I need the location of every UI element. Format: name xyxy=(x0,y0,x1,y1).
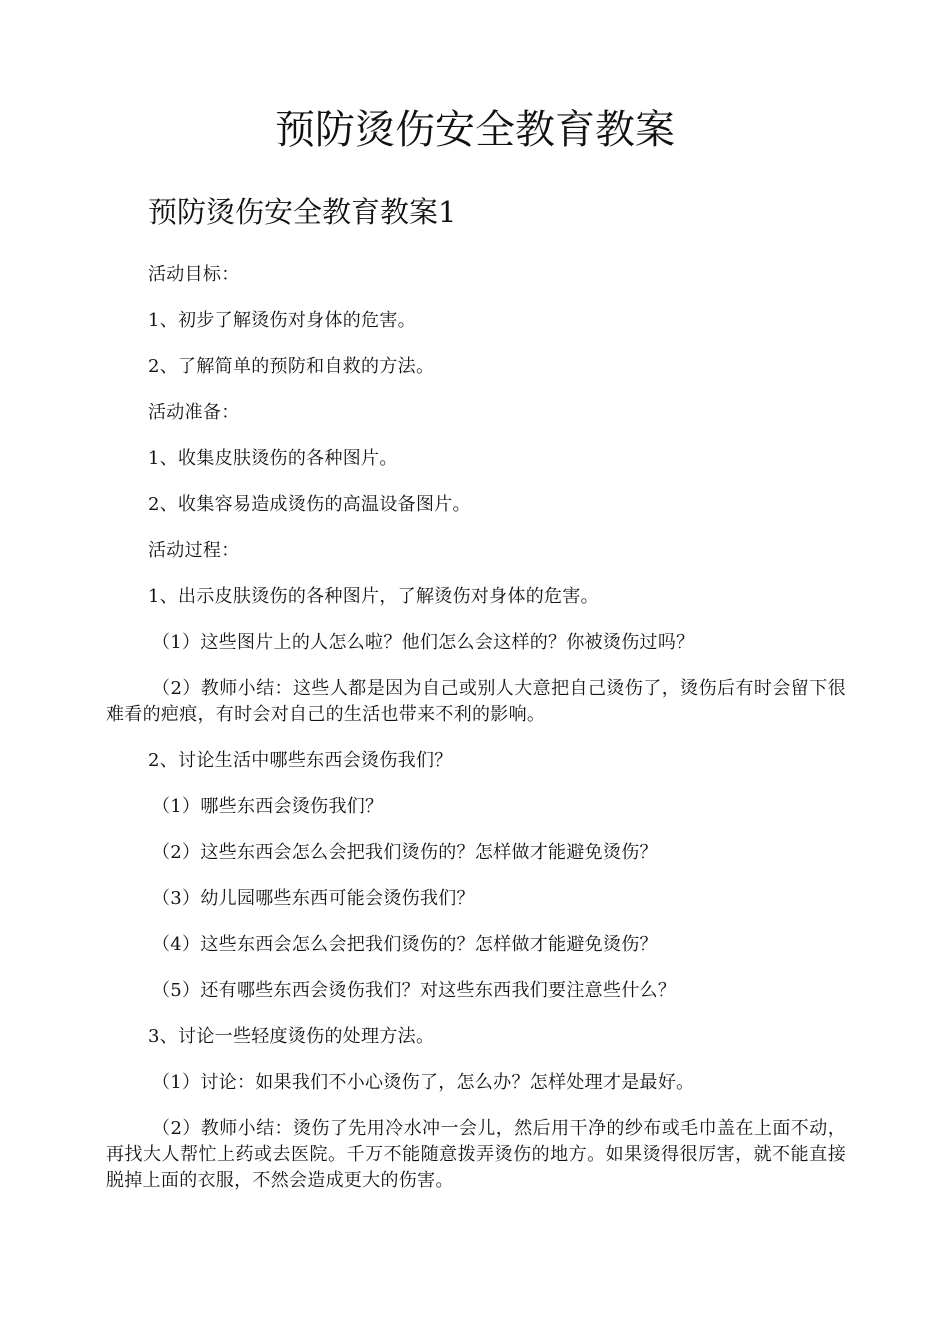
paragraph: 2、收集容易造成烫伤的高温设备图片。 xyxy=(148,494,471,515)
paragraph: 1、出示皮肤烫伤的各种图片，了解烫伤对身体的危害。 xyxy=(148,586,599,607)
paragraph: 2、了解简单的预防和自救的方法。 xyxy=(148,356,435,377)
paragraph: （4）这些东西会怎么会把我们烫伤的？怎样做才能避免烫伤？ xyxy=(152,934,658,955)
paragraph: 1、初步了解烫伤对身体的危害。 xyxy=(148,310,416,331)
paragraph: （2）这些东西会怎么会把我们烫伤的？怎样做才能避免烫伤？ xyxy=(152,842,658,863)
paragraph: （2）教师小结：烫伤了先用冷水冲一会儿，然后用干净的纱布或毛巾盖在上面不动，再找大人帮忙上药或去医院。千万不能随意拨弄烫伤的地方。如果烫得很厉害，就不能直接脱掉上面的衣服，不然会造成更大的伤害。 xyxy=(106,1118,846,1191)
document-body xyxy=(106,262,846,1194)
paragraph: 2、讨论生活中哪些东西会烫伤我们？ xyxy=(148,750,453,771)
paragraph-prep-heading: 活动准备： xyxy=(148,402,240,423)
document-title: 预防烫伤安全教育教案 xyxy=(275,107,675,153)
paragraph: （5）还有哪些东西会烫伤我们？对这些东西我们要注意些什么？ xyxy=(152,980,677,1001)
paragraph: （2）教师小结：这些人都是因为自己或别人大意把自己烫伤了，烫伤后有时会留下很难看的疤痕，有时会对自己的生活也带来不利的影响。 xyxy=(106,678,846,725)
paragraph: （1）哪些东西会烫伤我们？ xyxy=(152,796,384,817)
paragraph-process-heading: 活动过程： xyxy=(148,540,240,561)
paragraph: 1、收集皮肤烫伤的各种图片。 xyxy=(148,448,398,469)
paragraph: （1）讨论：如果我们不小心烫伤了，怎么办？怎样处理才是最好。 xyxy=(152,1072,695,1093)
paragraph: 3、讨论一些轻度烫伤的处理方法。 xyxy=(148,1026,435,1047)
paragraph-goal-heading: 活动目标： xyxy=(148,264,240,285)
paragraph: （3）幼儿园哪些东西可能会烫伤我们？ xyxy=(152,888,475,909)
paragraph: （1）这些图片上的人怎么啦？他们怎么会这样的？你被烫伤过吗？ xyxy=(152,632,695,653)
section-title: 预防烫伤安全教育教案1 xyxy=(148,195,457,229)
